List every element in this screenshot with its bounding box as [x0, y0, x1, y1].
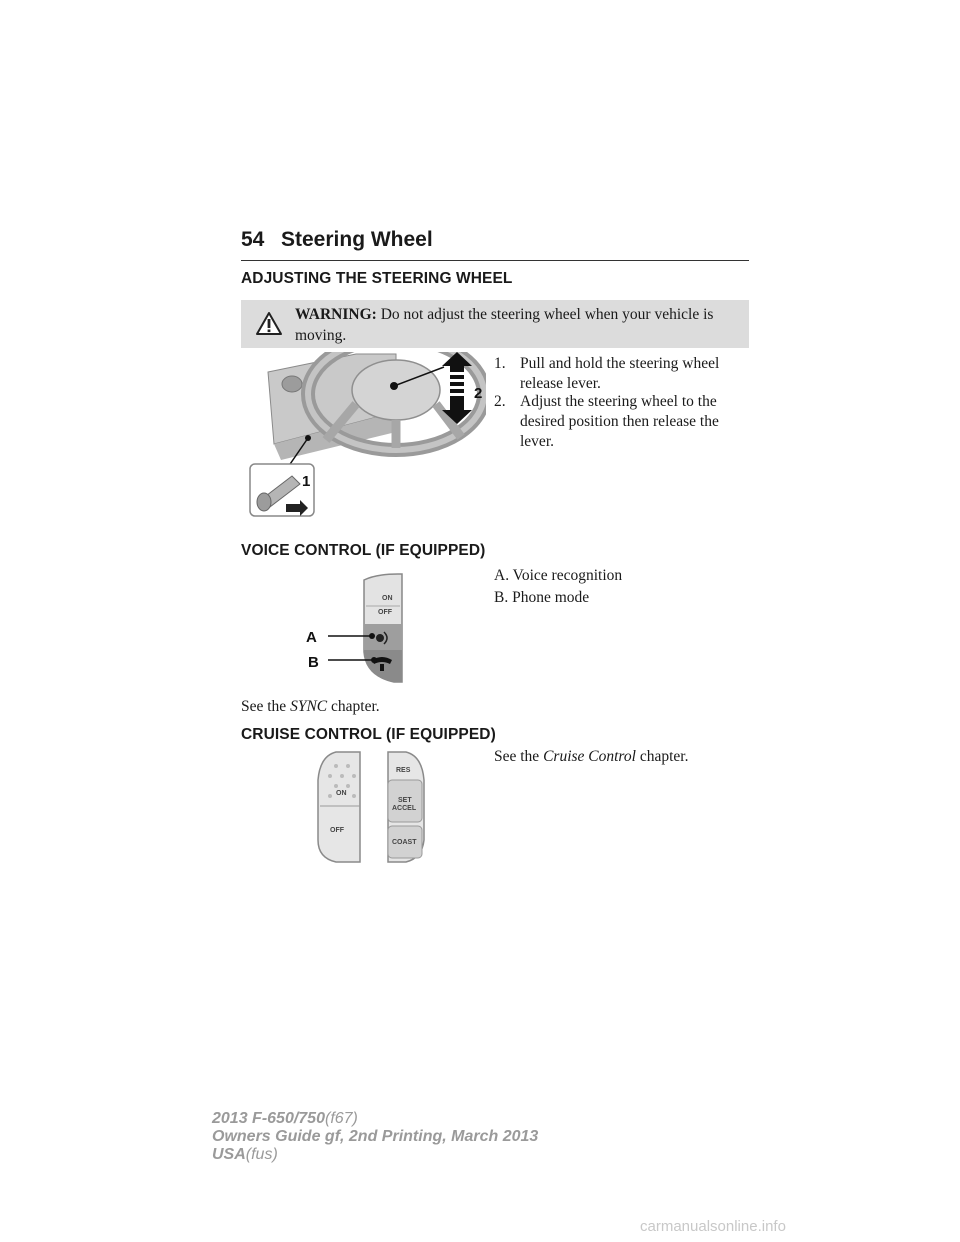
- section-heading-cruise: CRUISE CONTROL (IF EQUIPPED): [241, 726, 496, 743]
- footer-model: 2013 F-650/750: [212, 1110, 325, 1127]
- step-2-text: Adjust the steering wheel to the desired position then release the lever.: [520, 393, 719, 450]
- cruise-see-prefix: See the: [494, 748, 540, 765]
- warning-box: [241, 300, 749, 348]
- voice-item-a: A. Voice recognition: [494, 567, 623, 584]
- voice-label-a: A: [306, 629, 317, 646]
- cruise-accel-label: ACCEL: [392, 805, 417, 812]
- step-1: [494, 354, 754, 394]
- step-2-number: 2.: [494, 393, 506, 410]
- section-heading-adjusting: ADJUSTING THE STEERING WHEEL: [241, 270, 513, 287]
- watermark: carmanualsonline.info: [640, 1218, 786, 1235]
- page-number: 54: [241, 228, 265, 251]
- footer-model-code: (f67): [324, 1110, 358, 1127]
- figure-label-2: 2: [474, 385, 483, 402]
- voice-label-b: B: [308, 654, 319, 671]
- cruise-res-label: RES: [396, 767, 411, 774]
- cruise-off-label: OFF: [330, 827, 344, 834]
- step-1-text: Pull and hold the steering wheel release lever.: [520, 355, 720, 392]
- footer-market-code: (fus): [245, 1146, 278, 1163]
- footer-line-market: [212, 1146, 538, 1164]
- warning-text: [295, 304, 740, 346]
- footer-guide: Owners Guide gf, 2nd Printing, March 2013: [212, 1128, 539, 1145]
- figure-label-1: 1: [302, 473, 311, 490]
- cruise-coast-label: COAST: [392, 839, 417, 846]
- voice-see-prefix: See the: [241, 698, 287, 715]
- cruise-control-figure: [316, 750, 436, 866]
- voice-see-ref: SYNC: [290, 698, 328, 715]
- steering-wheel-figure: [246, 352, 486, 522]
- page-header: [241, 226, 749, 261]
- cruise-on-label: ON: [336, 790, 347, 797]
- voice-on-label: ON: [382, 595, 393, 602]
- cruise-set-label: SET: [398, 797, 412, 804]
- voice-item-b: B. Phone mode: [494, 589, 590, 606]
- cruise-see-ref: Cruise Control: [543, 748, 636, 765]
- step-1-number: 1.: [494, 355, 506, 372]
- step-2: [494, 392, 754, 452]
- voice-off-label: OFF: [378, 609, 392, 616]
- cruise-see-reference: [494, 747, 688, 767]
- voice-see-suffix: chapter.: [331, 698, 380, 715]
- voice-control-figure: [300, 572, 420, 684]
- cruise-see-suffix: chapter.: [639, 748, 689, 765]
- footer-market: USA: [212, 1146, 246, 1163]
- warning-triangle-icon: [255, 311, 283, 336]
- footer: [212, 1110, 538, 1164]
- warning-message: Do not adjust the steering wheel when your vehicle is moving.: [295, 306, 714, 344]
- warning-label: WARNING:: [295, 306, 377, 323]
- page-title: Steering Wheel: [281, 228, 433, 251]
- footer-line-model: [212, 1110, 538, 1128]
- section-heading-voice: VOICE CONTROL (IF EQUIPPED): [241, 542, 486, 559]
- voice-see-reference: [241, 697, 380, 717]
